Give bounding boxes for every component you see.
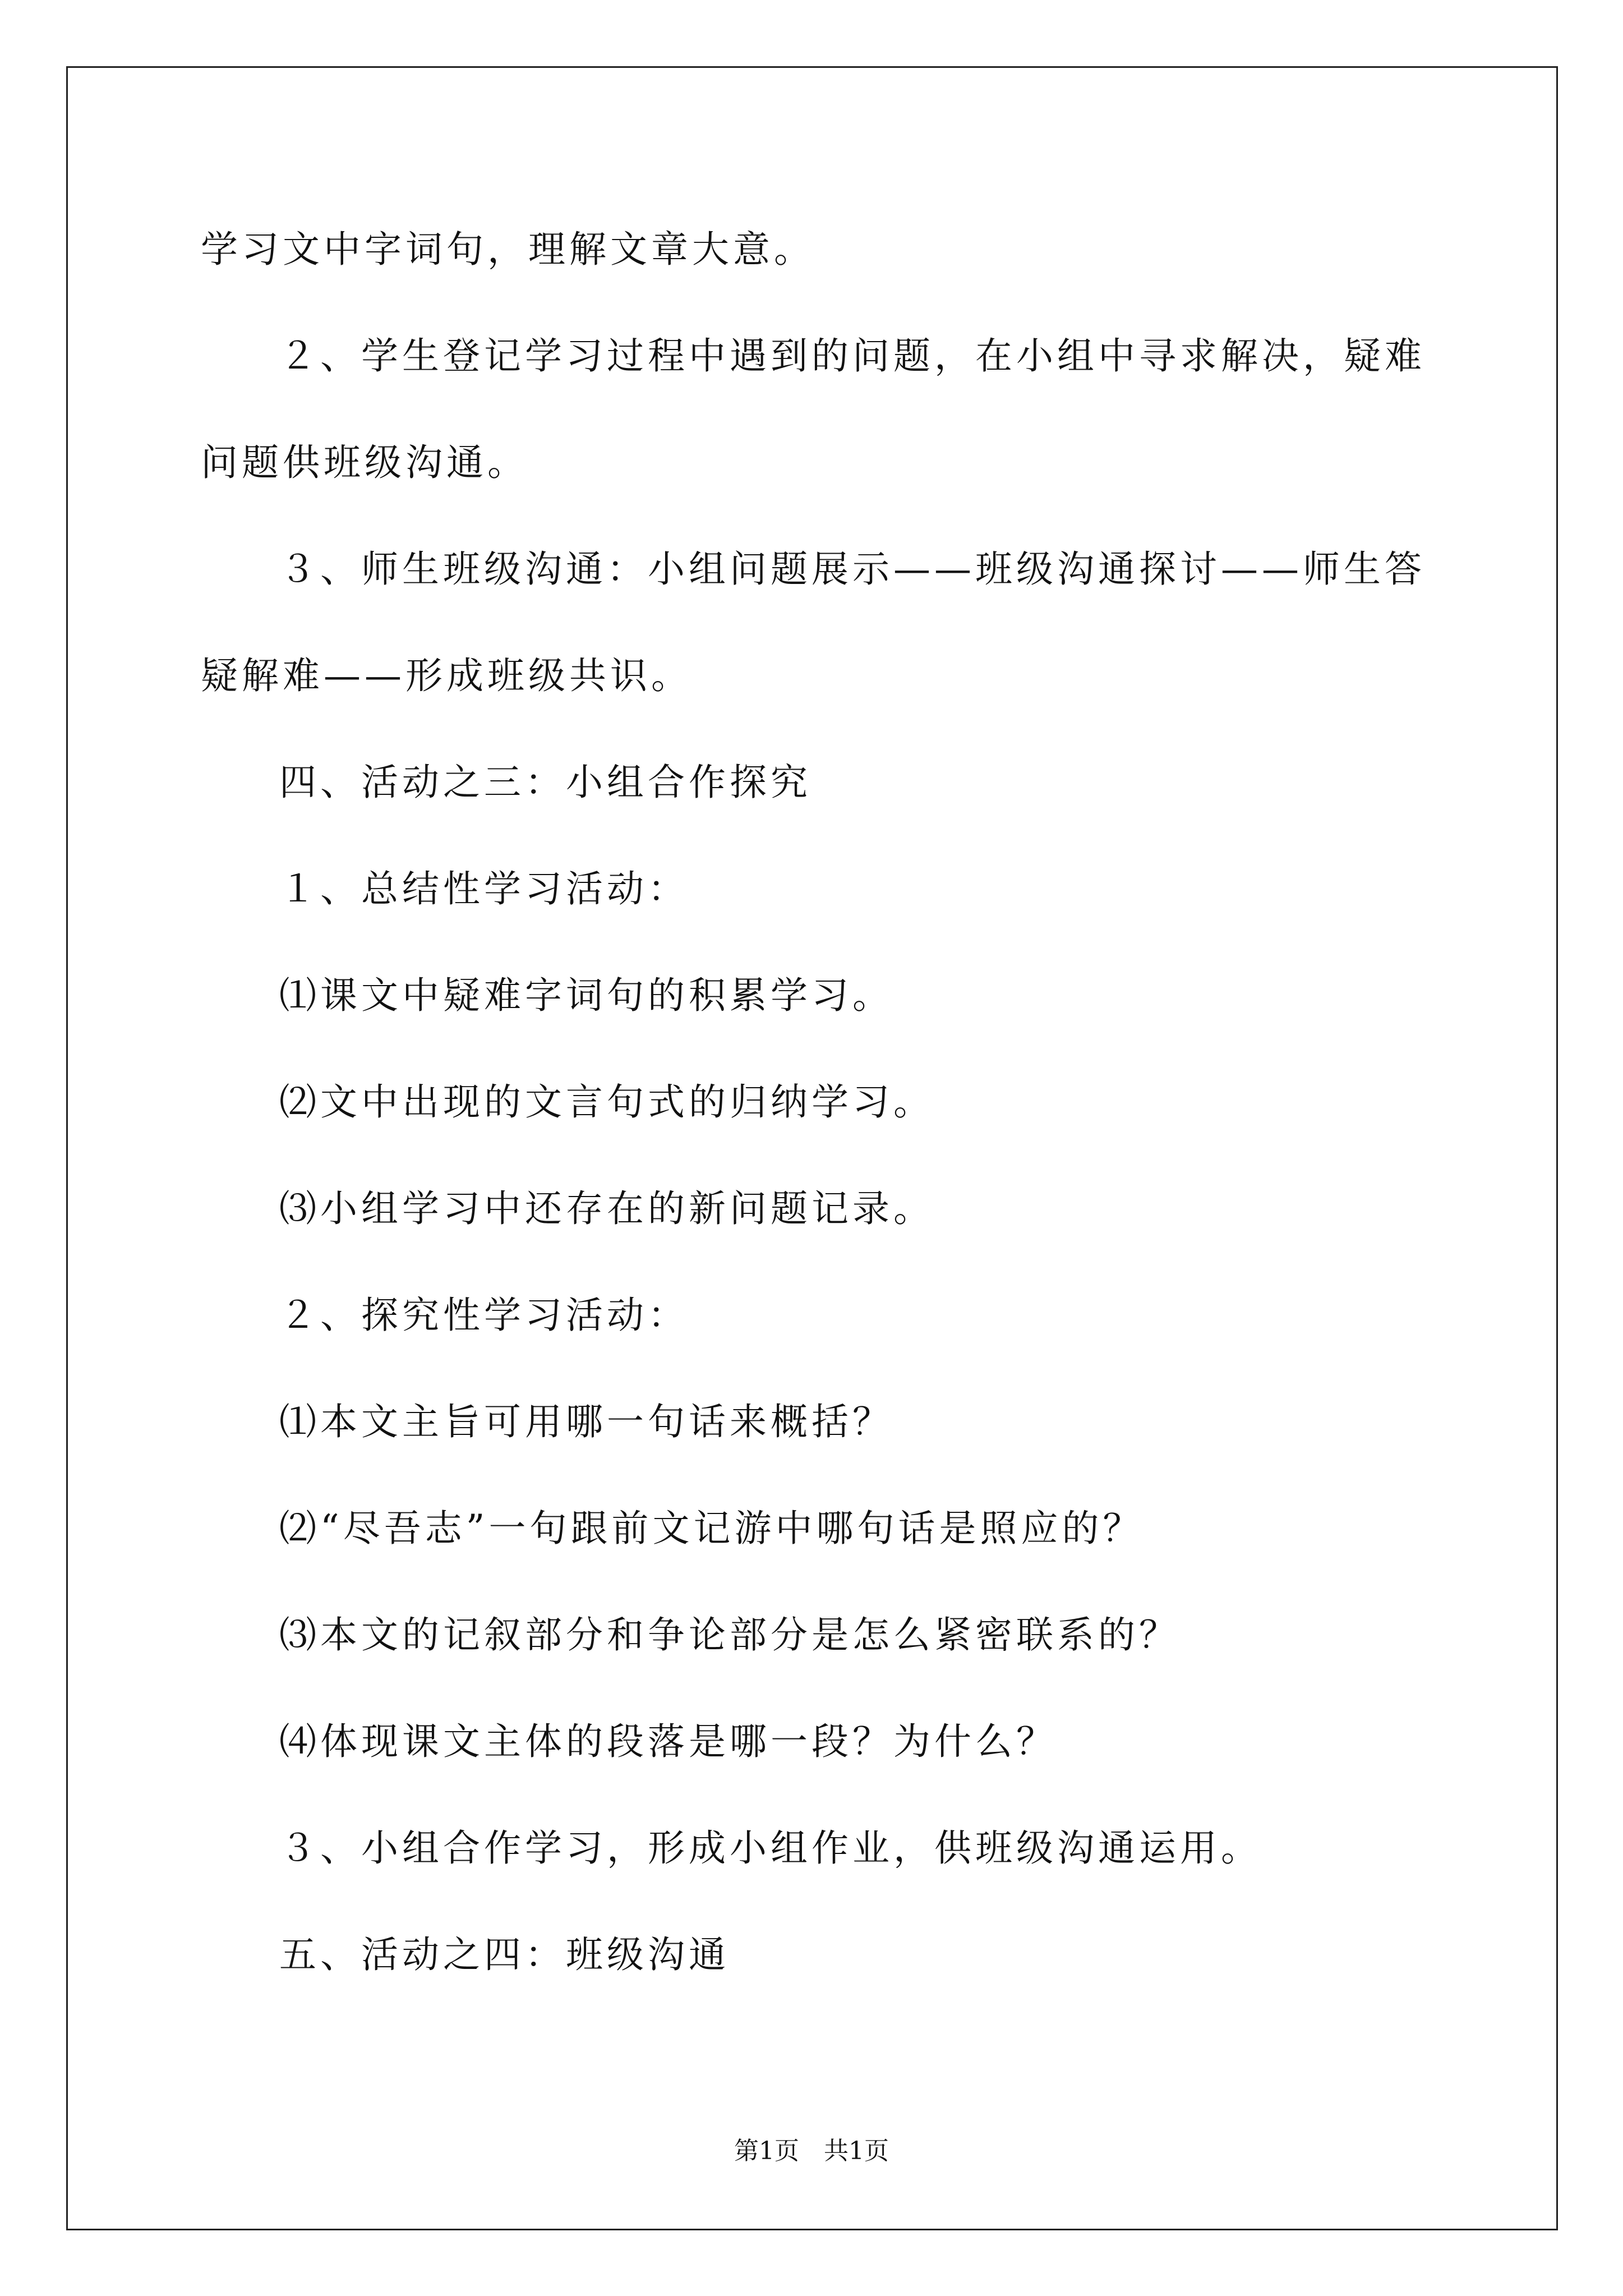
section-heading: 五、活动之四：班级沟通 (279, 1933, 730, 1976)
text-line: １、总结性学习活动： (279, 867, 689, 910)
text-line: ２、探究性学习活动： (279, 1294, 689, 1337)
list-item: ⑷体现课文主体的段落是哪一段？为什么？ (279, 1720, 1057, 1763)
text-line: 疑解难——形成班级共识。 (201, 654, 692, 697)
section-heading: 四、活动之三：小组合作探究 (279, 761, 811, 804)
page-number-footer: 第1页 共1页 (734, 2137, 889, 2165)
text-line: 问题供班级沟通。 (201, 441, 528, 484)
text-line: 学习文中字词句，理解文章大意。 (201, 228, 815, 271)
page-border (66, 66, 1558, 2230)
list-item: ⑴课文中疑难字词句的积累学习。 (279, 974, 893, 1017)
list-item: ⑶本文的记叙部分和争论部分是怎么紧密联系的？ (279, 1613, 1180, 1657)
text-line: ３、师生班级沟通：小组问题展示——班级沟通探讨——师生答 (279, 547, 1426, 591)
list-item: ⑴本文主旨可用哪一句话来概括？ (279, 1400, 893, 1443)
text-line: ２、学生登记学习过程中遇到的问题，在小组中寻求解决，疑难 (279, 334, 1426, 378)
text-line: ３、小组合作学习，形成小组作业，供班级沟通运用。 (279, 1826, 1262, 1870)
list-item: ⑵“尽吾志”一句跟前文记游中哪句话是照应的？ (279, 1507, 1144, 1550)
list-item: ⑵文中出现的文言句式的归纳学习。 (279, 1080, 934, 1124)
list-item: ⑶小组学习中还存在的新问题记录。 (279, 1187, 934, 1230)
